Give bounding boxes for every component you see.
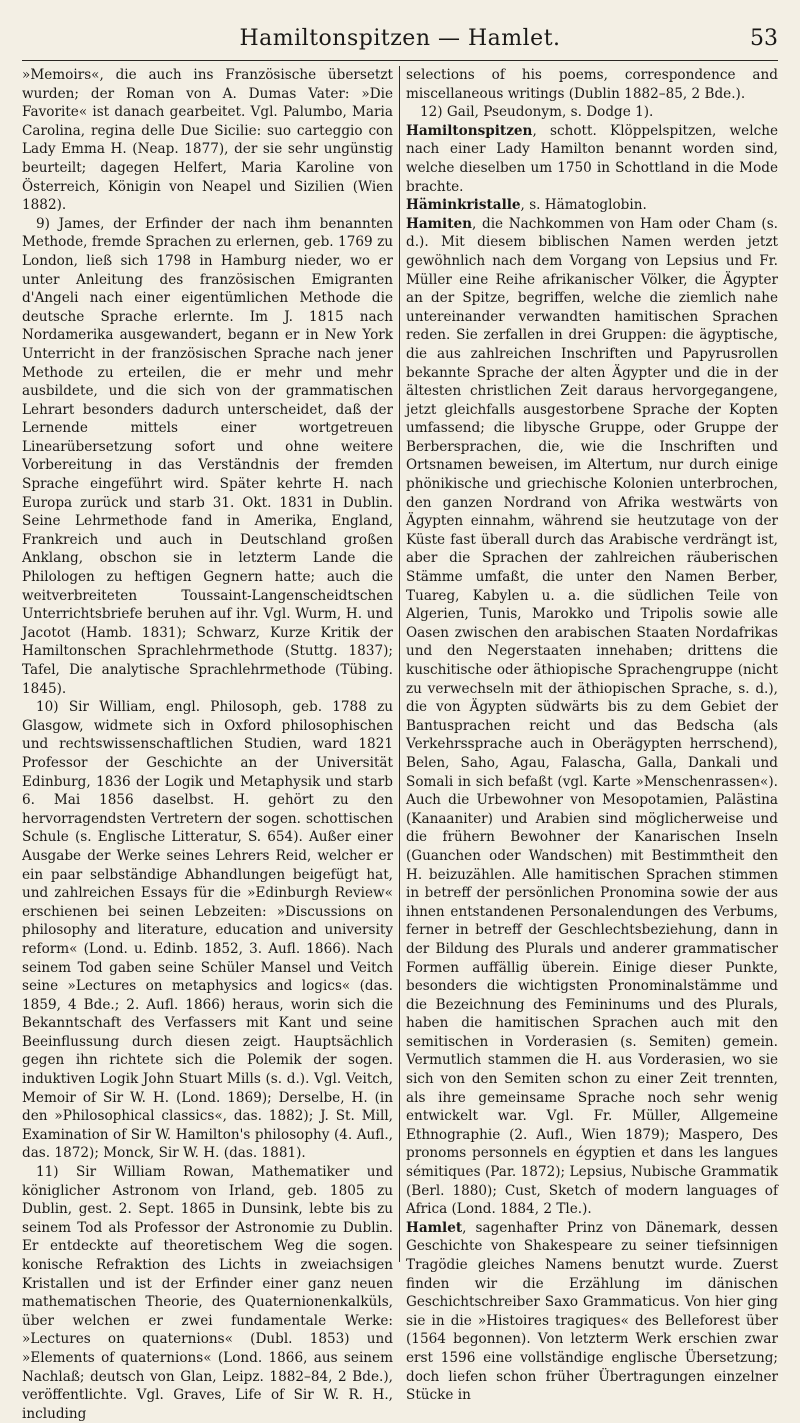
entry-hamiten [406,215,778,1219]
entry-text: , schott. Klöppelspitzen, welche nach einer Lady Hamilton benannt worden sind, welche dieselben um 1750 in Schottland in die Mode brachte. [406,122,778,195]
page-number: 53 [750,26,778,51]
entry-haeminkristalle [406,196,778,215]
left-column [22,66,393,1422]
entry-hamlet [406,1219,778,1405]
entry-hamilton-gail: 12) Gail, Pseudonym, s. Dodge 1). [420,104,654,121]
headword: Häminkristalle [406,197,521,214]
entry-hamiltonspitzen [406,122,778,196]
header-rule [22,60,778,61]
running-title: Hamiltonspitzen — Hamlet. [239,26,561,51]
headword: Hamlet [406,1219,463,1236]
right-column [406,66,778,1404]
column-divider [399,66,400,1262]
running-header [0,0,800,58]
entry-text: , sagenhafter Prinz von Dänemark, dessen Geschichte von Shakespeare zu seiner tiefsinnigen Tragödie gleiches Namens benutzt wurde. Zuerst finden wir die Erzählung im dänischen Geschichtschreiber Saxo Grammaticus. Von hier ging sie in die »Histoires tragiques« des Belleforest über (1564 begonnen). Von letzterm Werk erschien zwar erst 1596 eine vollständige englische Übersetzung; doch liefen schon früher Übertragungen einzelner Stücke in [406,1219,778,1404]
entry-hamilton-sir-william-rowan: 11) Sir William Rowan, Mathematiker und königlicher Astronom von Irland, geb. 1805 zu Dublin, gest. 2. Sept. 1865 in Dunsink, lebte bis zu seinem Tod als Professor der Astronomie zu Dublin. Er entdeckte auf theoretischem Weg die sogen. konische Refraktion des Lichts in zweiachsigen Kristallen und ist der Erfinder einer ganz neuen mathematischen Theorie, des Quaternionenkalküls, über welchen er zwei fundamentale Werke: »Lectures on quaternions« (Dubl. 1853) und »Elements of quaternions« (Lond. 1866, aus seinem Nachlaß; deutsch von Glan, Leipz. 1882–84, 2 Bde.), veröffentlichte. Vgl. Graves, Life of Sir W. R. H., including [22,1164,393,1422]
entry-hamilton-sir-william: 10) Sir William, engl. Philosoph, geb. 1788 zu Glasgow, widmete sich in Oxford philosophischen und rechtswissenschaftlichen Studien, ward 1821 Professor der Geschichte an der Universität Edinburg, 1836 der Logik und Metaphysik und starb 6. Mai 1856 daselbst. H. gehört zu den hervorragendsten Vertretern der sogen. schottischen Schule (s. Englische Litteratur, S. 654). Außer einer Ausgabe der Werke seines Lehrers Reid, welcher er ein paar selbständige Abhandlungen beigefügt hat, und zahlreichen Essays für die »Edinburgh Review« erschienen bei seinen Lebzeiten: »Discussions on philosophy and literature, education and university reform« (Lond. u. Edinb. 1852, 3. Aufl. 1866). Nach seinem Tod gaben seine Schüler Mansel und Veitch seine »Lectures on metaphysics and logics« (das. 1859, 4 Bde.; 2. Aufl. 1866) heraus, worin sich die Bekanntschaft des Verfassers mit Kant und seine Beeinflussung durch diesen zeigt. Hauptsächlich gegen ihn richtete sich die Polemik der sogen. induktiven Logik John Stuart Mills (s. d.). Vgl. Veitch, Memoir of Sir W. H. (Lond. 1869); Derselbe, H. (in den »Philosophical classics«, das. 1882); J. St. Mill, Examination of Sir W. Hamilton's philosophy (4. Aufl., das. 1872); Monck, Sir W. H. (das. 1881). [22,699,393,1162]
entry-rowan-continued: selections of his poems, correspondence and miscellaneous writings (Dublin 1882–85, 2 Bde.). [406,67,778,102]
entry-hamilton-emma-continued: »Memoirs«, die auch ins Französische übersetzt wurden; der Roman von A. Dumas Vater: »Die Favorite« ist danach gearbeitet. Vgl. Palumbo, Maria Carolina, regina delle Due Sicilie: suo carteggio con Lady Emma H. (Neap. 1877), der sie sehr ungünstig beurteilt; dagegen Helfert, Maria Karoline von Österreich, Königin von Neapel und Sizilien (Wien 1882). [22,67,393,214]
headword: Hamiten [406,215,473,232]
entry-text: , s. Hämatoglobin. [520,197,647,214]
entry-hamilton-james: 9) James, der Erfinder der nach ihm benannten Methode, fremde Sprachen zu erlernen, geb. 1769 zu London, ließ sich 1798 in Hamburg nieder, wo er unter Anleitung des französischen Emigranten d'Angeli nach einer eigentümlichen Methode die deutsche Sprache erlernte. Im J. 1815 nach Nordamerika ausgewandert, begann er in New York Unterricht in der französischen Sprache nach jener Methode zu erteilen, die er mehr und mehr ausbildete, und die sich von der grammatischen Lehrart besonders dadurch unterscheidet, daß der Lernende mittels einer wortgetreuen Linearübersetzung sofort und ohne weitere Vorbereitung in das Verständnis der fremden Sprache eingeführt wird. Später kehrte H. nach Europa zurück und starb 31. Okt. 1831 in Dublin. Seine Lehrmethode fand in Amerika, England, Frankreich und auch in Deutschland großen Anklang, obschon sie in letzterm Lande die Philologen zu heftigen Gegnern hatte; auch die weitverbreiteten Toussaint-Langenscheidtschen Unterrichtsbriefe beruhen auf ihr. Vgl. Wurm, H. und Jacotot (Hamb. 1831); Schwarz, Kurze Kritik der Hamiltonschen Sprachlehrmethode (Stuttg. 1837); Tafel, Die analytische Sprachlehrmethode (Tübing. 1845). [22,215,393,697]
headword: Hamiltonspitzen [406,122,533,139]
entry-text: , die Nachkommen von Ham oder Cham (s. d.). Mit diesem biblischen Namen werden jetzt gewöhnlich nach dem Vorgang von Lepsius und Fr. Müller eine Reihe afrikanischer Völker, die Ägypter an der Spitze, begriffen, welche die ziemlich nahe untereinander verwandten hamitischen Sprachen reden. Sie zerfallen in drei Gruppen: die ägyptische, die aus zahlreichen Inschriften und Papyrusrollen bekannte Sprache der alten Ägypter und die in der ältesten christlichen Zeit daraus hervorgegangene, jetzt gleichfalls ausgestorbene Sprache der Kopten umfassend; die libysche Gruppe, oder Gruppe der Berbersprachen, die, wie die Inschriften und Ortsnamen beweisen, im Altertum, nur durch einige phönikische und griechische Kolonien unterbrochen, den ganzen Nordrand von Afrika westwärts von Ägypten einnahm, während sie heutzutage von der Küste fast überall durch das Arabische verdrängt ist, aber die Sprachen der zahlreichen räuberischen Stämme umfaßt, die unter den Namen Berber, Tuareg, Kabylen u. a. die südlichen Teile von Algerien, Tunis, Marokko und Tripolis sowie alle Oasen zwischen den arabischen Staaten Nordafrikas und den Negerstaaten innehaben; drittens die kuschitische oder äthiopische Sprachengruppe (nicht zu verwechseln mit der äthiopischen Sprache, s. d.), die von Ägypten südwärts bis zu dem Gebiet der Bantusprachen reicht und das Bedscha (als Verkehrssprache auch in Oberägypten herrschend), Belen, Saho, Agau, Falascha, Galla, Dankali und Somali in sich befaßt (vgl. Karte »Menschenrassen«). Auch die Urbewohner von Mesopotamien, Palästina (Kanaaniter) und Arabien sind möglicherweise und die frühern Bewohner der Kanarischen Inseln (Guanchen oder Wandschen) mit Bestimmtheit den H. beizuzählen. Alle hamitischen Sprachen stimmen in betreff der persönlichen Pronomina sowie der aus ihnen entstandenen Personalendungen des Verbums, ferner in betreff der Geschlechtsbeziehung, dann in der Bildung des Plurals und anderer grammatischer Formen auffällig überein. Einige dieser Punkte, besonders die wichtigsten Pronominalstämme und die Bezeichnung des Femininums und des Plurals, haben die hamitischen Sprachen auch mit den semitischen in Vorderasien (s. Semiten) gemein. Vermutlich stammen die H. aus Vorderasien, wo sie sich von den Semiten schon zu einer Zeit trennten, als ihre gemeinsame Sprache noch sehr wenig entwickelt war. Vgl. Fr. Müller, Allgemeine Ethnographie (2. Aufl., Wien 1879); Maspero, Des pronoms personnels en égyptien et dans les langues sémitiques (Par. 1872); Lepsius, Nubische Grammatik (Berl. 1880); Cust, Sketch of modern languages of Africa (Lond. 1884, 2 Tle.). [406,215,778,1218]
